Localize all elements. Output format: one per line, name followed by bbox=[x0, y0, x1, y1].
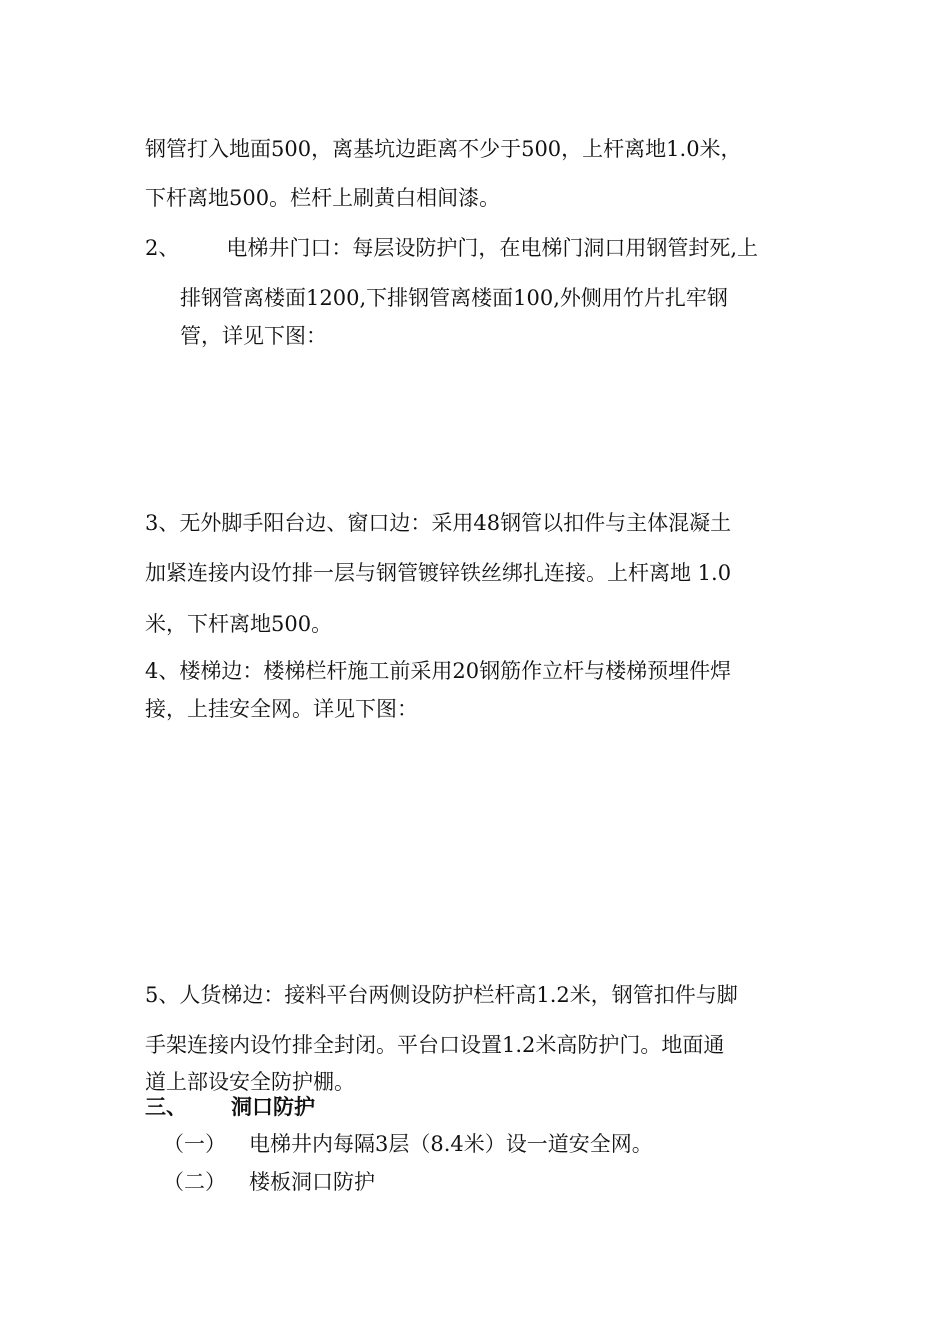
item-3-line: 3、无外脚手阳台边、窗口边：采用48钢管以扣件与主体混凝土 bbox=[145, 511, 732, 535]
paragraph-line: 道上部设安全防护棚。 bbox=[145, 1070, 355, 1094]
paragraph-line: 米，下杆离地500。 bbox=[145, 612, 333, 636]
paragraph-line: 管，详见下图： bbox=[180, 324, 327, 348]
paragraph-line: 接，上挂安全网。详见下图： bbox=[145, 697, 418, 721]
item-4-line: 4、楼梯边：楼梯栏杆施工前采用20钢筋作立杆与楼梯预埋件焊 bbox=[145, 659, 732, 683]
paragraph-line: 加紧连接内设竹排一层与钢管镀锌铁丝绑扎连接。上杆离地 1.0 bbox=[145, 561, 732, 585]
section-heading bbox=[145, 1096, 315, 1117]
subsection-number: （一） bbox=[163, 1132, 226, 1156]
item-text: 电梯井门口：每层设防护门，在电梯门洞口用钢管封死,上 bbox=[226, 236, 759, 260]
paragraph-line: 下杆离地500。栏杆上刷黄白相间漆。 bbox=[145, 186, 501, 210]
paragraph-line: 钢管打入地面500，离基坑边距离不少于500，上杆离地1.0米， bbox=[145, 137, 742, 161]
item-5-line: 5、人货梯边：接料平台两侧设防护栏杆高1.2米，钢管扣件与脚 bbox=[145, 983, 738, 1007]
section-number: 三、 bbox=[145, 1094, 187, 1119]
item-number: 2、 bbox=[145, 236, 180, 260]
subsection-number: （二） bbox=[163, 1170, 226, 1194]
paragraph-line: 手架连接内设竹排全封闭。平台口设置1.2米高防护门。地面通 bbox=[145, 1033, 725, 1057]
subsection-text: 电梯井内每隔3层（8.4米）设一道安全网。 bbox=[249, 1132, 653, 1156]
subsection-line bbox=[163, 1172, 375, 1193]
item-2-line bbox=[145, 238, 758, 259]
section-title: 洞口防护 bbox=[231, 1094, 315, 1119]
subsection-text: 楼板洞口防护 bbox=[249, 1170, 375, 1194]
subsection-line bbox=[163, 1134, 653, 1155]
paragraph-line: 排钢管离楼面1200,下排钢管离楼面100,外侧用竹片扎牢钢 bbox=[180, 286, 728, 310]
